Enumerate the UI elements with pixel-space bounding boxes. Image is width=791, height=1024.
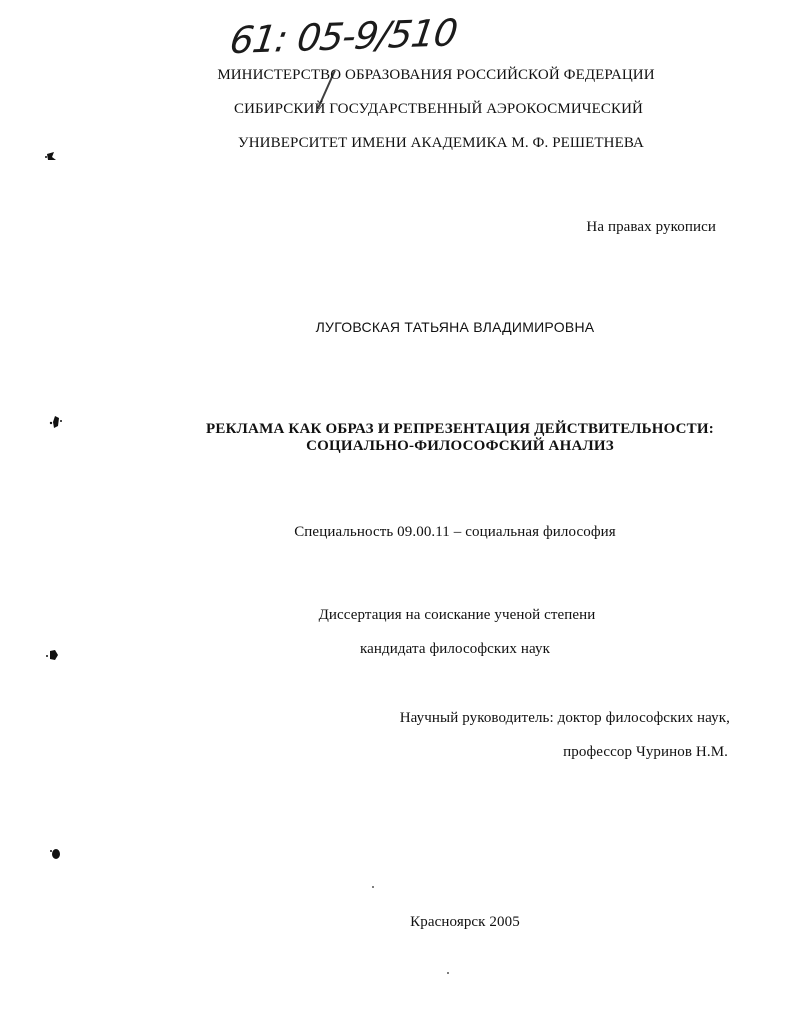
place-year: Красноярск 2005 [410,914,520,930]
degree-line-2: кандидата философских наук [360,641,550,657]
dissertation-title-line-1: РЕКЛАМА КАК ОБРАЗ И РЕПРЕЗЕНТАЦИЯ ДЕЙСТВИТЕЛЬНОСТИ: [206,421,714,437]
rights-note: На правах рукописи [586,219,716,235]
scan-dot [447,972,449,974]
speciality-line: Специальность 09.00.11 – социальная философия [294,524,616,540]
author-name: ЛУГОВСКАЯ ТАТЬЯНА ВЛАДИМИРОВНА [315,319,595,335]
university-line-2: УНИВЕРСИТЕТ ИМЕНИ АКАДЕМИКА М. Ф. РЕШЕТНЕВА [238,135,644,151]
supervisor-line-1: Научный руководитель: доктор философских наук, [399,710,730,726]
university-line-1: СИБИРСКИЙ ГОСУДАРСТВЕННЫЙ АЭРОКОСМИЧЕСКИЙ [234,101,643,117]
scan-artifact-icon [44,646,62,664]
degree-line-1: Диссертация на соискание ученой степени [318,607,596,623]
scan-artifact-icon [42,148,60,166]
scan-dot [372,886,374,888]
scan-artifact-icon [47,413,65,431]
supervisor-line-2: профессор Чуринов Н.М. [563,744,728,760]
dissertation-title-line-2: СОЦИАЛЬНО-ФИЛОСОФСКИЙ АНАЛИЗ [306,438,614,454]
handwritten-catalog-code: 61: 05-9/510 [227,11,460,63]
ministry-line: МИНИСТЕРСТВО ОБРАЗОВАНИЯ РОССИЙСКОЙ ФЕДЕРАЦИИ [217,67,655,83]
scan-artifact-icon [46,845,64,863]
